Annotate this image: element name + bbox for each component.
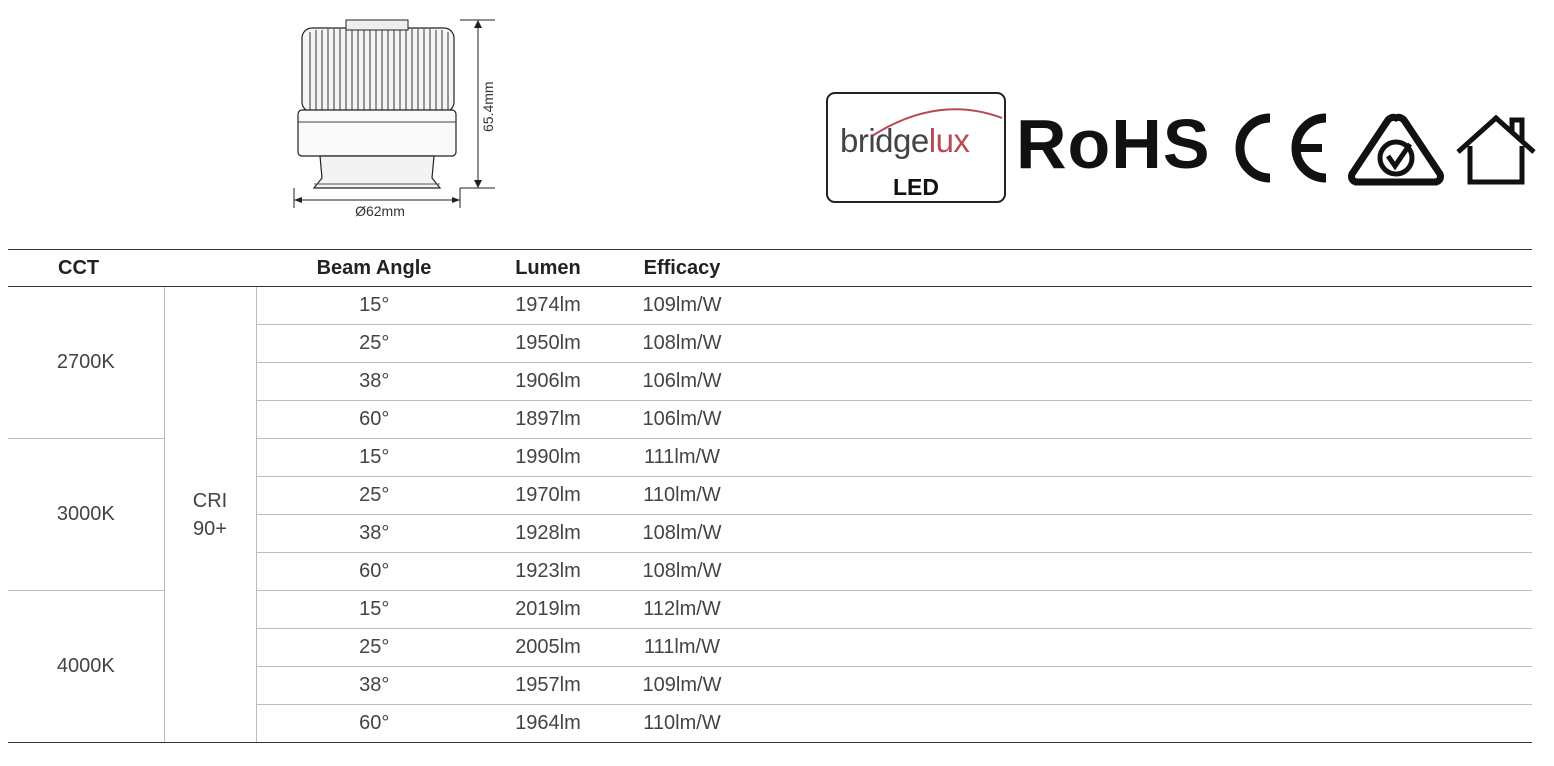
lumen-cell: 2005lm [492,629,604,667]
header-beam-angle: Beam Angle [256,250,492,287]
beam-angle-cell: 25° [256,629,492,667]
lumen-cell: 2019lm [492,591,604,629]
spacer-cell [760,629,1532,667]
bridgelux-led-logo [826,92,1006,203]
header-cct: CCT [8,250,164,287]
lumen-cell: 1906lm [492,363,604,401]
efficacy-cell: 111lm/W [604,439,760,477]
rohs-mark: RoHS [1016,105,1211,183]
bridgelux-word-main: bridge [840,122,929,159]
spacer-cell [760,553,1532,591]
spacer-cell [760,477,1532,515]
lumen-cell: 1928lm [492,515,604,553]
efficacy-cell: 110lm/W [604,705,760,743]
header-efficacy: Efficacy [604,250,760,287]
header-lumen: Lumen [492,250,604,287]
efficacy-cell: 111lm/W [604,629,760,667]
beam-angle-cell: 38° [256,363,492,401]
beam-angle-cell: 15° [256,439,492,477]
lumen-cell: 1974lm [492,287,604,325]
table-header-row [8,250,1532,287]
lumen-cell: 1950lm [492,325,604,363]
spacer-cell [760,439,1532,477]
height-dimension-label: 65.4mm [480,81,496,133]
rcm-mark-icon [1346,112,1446,186]
bridgelux-led-label: LED [893,174,939,200]
width-dimension-label: Ø62mm [355,203,405,219]
efficacy-cell: 108lm/W [604,515,760,553]
beam-angle-cell: 60° [256,553,492,591]
cri-cell [164,287,256,743]
beam-angle-cell: 38° [256,515,492,553]
beam-angle-cell: 38° [256,667,492,705]
beam-angle-cell: 60° [256,401,492,439]
beam-angle-cell: 60° [256,705,492,743]
lumen-cell: 1964lm [492,705,604,743]
table-row [8,287,1532,325]
header-spacer [760,250,1532,287]
efficacy-cell: 108lm/W [604,553,760,591]
spacer-cell [760,591,1532,629]
beam-angle-cell: 15° [256,591,492,629]
spacer-cell [760,401,1532,439]
cri-value: 90+ [193,517,227,540]
bridgelux-word-accent: lux [928,122,970,159]
lumen-cell: 1990lm [492,439,604,477]
spacer-cell [760,667,1532,705]
cct-cell: 2700K [8,287,164,439]
efficacy-cell: 108lm/W [604,325,760,363]
spacer-cell [760,325,1532,363]
efficacy-cell: 109lm/W [604,287,760,325]
lumen-cell: 1923lm [492,553,604,591]
header-cri [164,250,256,287]
lumen-cell: 1957lm [492,667,604,705]
indoor-use-icon [1454,112,1538,186]
efficacy-cell: 106lm/W [604,363,760,401]
bridgelux-wordmark [840,122,969,160]
spacer-cell [760,363,1532,401]
efficacy-cell: 109lm/W [604,667,760,705]
spec-table [8,249,1532,743]
spacer-cell [760,515,1532,553]
lumen-cell: 1970lm [492,477,604,515]
ce-mark-icon [1230,112,1334,184]
efficacy-cell: 112lm/W [604,591,760,629]
efficacy-cell: 110lm/W [604,477,760,515]
cri-label: CRI [192,489,228,512]
spacer-cell [760,287,1532,325]
cct-cell: 4000K [8,591,164,743]
efficacy-cell: 106lm/W [604,401,760,439]
lumen-cell: 1897lm [492,401,604,439]
beam-angle-cell: 15° [256,287,492,325]
beam-angle-cell: 25° [256,325,492,363]
cct-cell: 3000K [8,439,164,591]
spacer-cell [760,705,1532,743]
beam-angle-cell: 25° [256,477,492,515]
